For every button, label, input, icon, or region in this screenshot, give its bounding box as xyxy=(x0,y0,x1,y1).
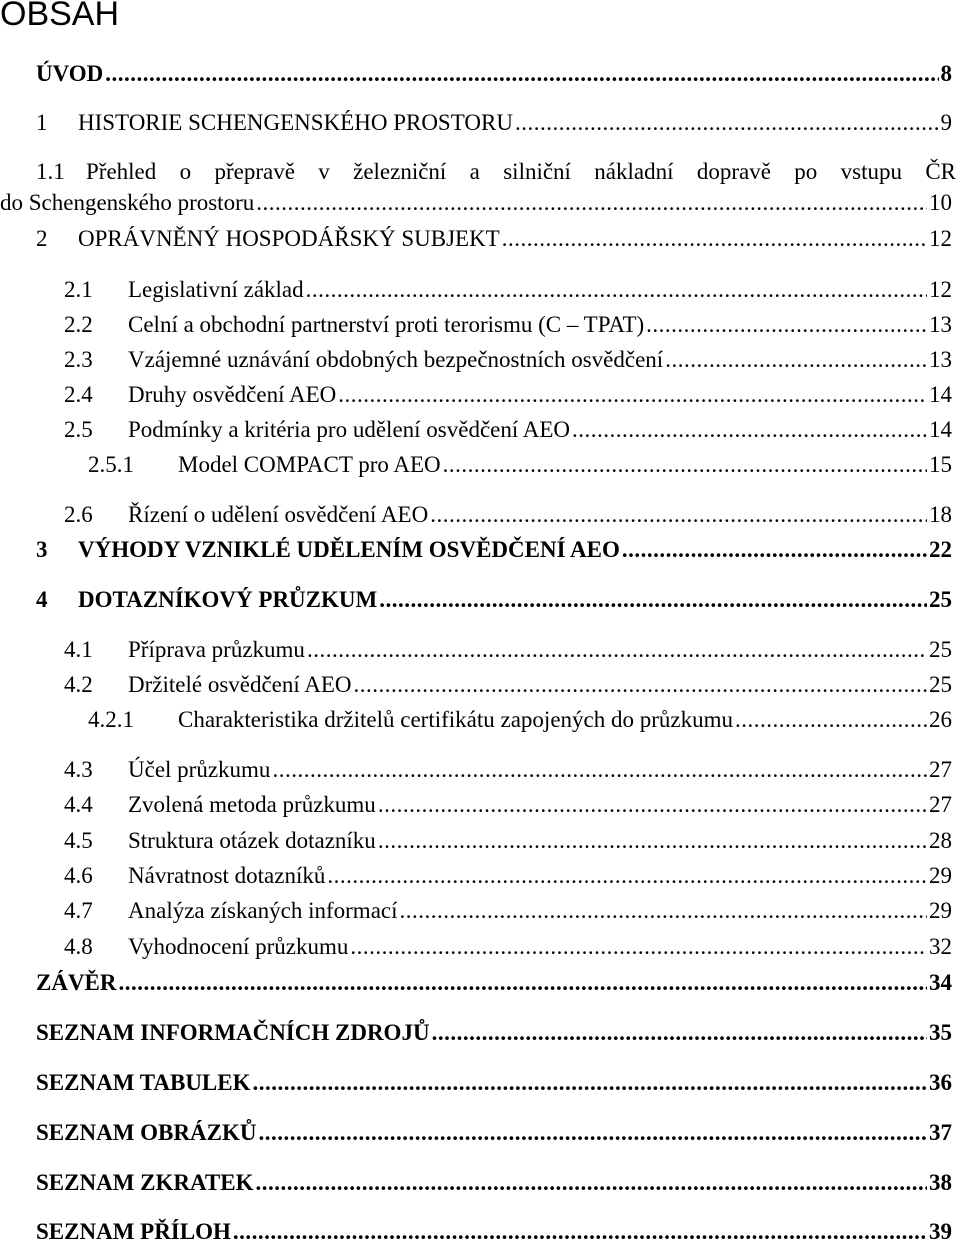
toc-entry-page: 38 xyxy=(929,1170,952,1195)
toc-entry-label: Celní a obchodní partnerství proti terorismu (C – TPAT) xyxy=(128,312,645,337)
toc-entry-number: 4.2 xyxy=(64,672,93,697)
toc-entry-page: 14 xyxy=(929,417,952,442)
toc-entry-label: Přehled o přepravě v železniční a silniční nákladní dopravě po vstupu ČR xyxy=(86,159,956,184)
toc-leader-dots xyxy=(255,1169,927,1197)
toc-entry-4-6[interactable] xyxy=(64,862,952,890)
toc-leader-dots xyxy=(430,501,927,529)
toc-entry-1-1-first-line[interactable] xyxy=(36,158,956,186)
toc-entry-4-5[interactable] xyxy=(64,827,952,855)
toc-leader-dots xyxy=(306,276,927,304)
toc-leader-dots xyxy=(572,416,927,444)
toc-entry-page: 36 xyxy=(929,1070,952,1095)
toc-leader-dots xyxy=(256,189,927,217)
toc-entry-page: 18 xyxy=(929,502,952,527)
toc-entry-uvod[interactable] xyxy=(36,60,952,88)
toc-entry-page: 37 xyxy=(929,1120,952,1145)
toc-entry-number: 1 xyxy=(36,110,48,135)
toc-entry-4-3[interactable] xyxy=(64,756,952,784)
toc-entry-4-4[interactable] xyxy=(64,791,952,819)
toc-entry-number: 4.7 xyxy=(64,898,93,923)
toc-entry-label: SEZNAM INFORMAČNÍCH ZDROJŮ xyxy=(36,1020,430,1045)
toc-entry-number: 1.1 xyxy=(36,159,65,184)
toc-entry-2-3[interactable] xyxy=(64,346,952,374)
toc-entry-number: 4.4 xyxy=(64,792,93,817)
toc-entry-seznam-priloh[interactable] xyxy=(36,1218,952,1246)
toc-entry-page: 8 xyxy=(940,61,952,86)
toc-entry-page: 12 xyxy=(929,226,952,251)
toc-leader-dots xyxy=(119,969,927,997)
toc-entry-label: Legislativní základ xyxy=(128,277,304,302)
toc-entry-number: 2.5.1 xyxy=(88,452,134,477)
toc-entry-2-5[interactable] xyxy=(64,416,952,444)
toc-leader-dots xyxy=(515,109,939,137)
toc-entry-number: 2.1 xyxy=(64,277,93,302)
toc-leader-dots xyxy=(443,451,927,479)
toc-entry-number: 2.3 xyxy=(64,347,93,372)
toc-leader-dots xyxy=(253,1069,927,1097)
toc-leader-dots xyxy=(379,586,927,614)
toc-entry-label: SEZNAM TABULEK xyxy=(36,1070,251,1095)
toc-entry-label: Charakteristika držitelů certifikátu zapojených do průzkumu xyxy=(178,707,733,732)
toc-entry-page: 9 xyxy=(940,110,952,135)
toc-entry-number: 2.6 xyxy=(64,502,93,527)
toc-entry-label: SEZNAM ZKRATEK xyxy=(36,1170,254,1195)
toc-leader-dots xyxy=(378,827,927,855)
toc-leader-dots xyxy=(307,636,927,664)
toc-entry-number: 2.2 xyxy=(64,312,93,337)
toc-entry-number: 4.8 xyxy=(64,934,93,959)
toc-entry-label: Příprava průzkumu xyxy=(128,637,305,662)
toc-entry-number: 4 xyxy=(36,587,48,612)
toc-entry-3[interactable] xyxy=(36,536,952,564)
toc-entry-page: 29 xyxy=(929,898,952,923)
toc-entry-label: Model COMPACT pro AEO xyxy=(178,452,441,477)
toc-leader-dots xyxy=(327,862,927,890)
toc-entry-label: Návratnost dotazníků xyxy=(128,863,326,888)
toc-leader-dots xyxy=(354,671,927,699)
toc-entry-label: Řízení o udělení osvědčení AEO xyxy=(128,502,429,527)
toc-entry-4-1[interactable] xyxy=(64,636,952,664)
toc-leader-dots xyxy=(233,1218,927,1246)
toc-entry-seznam-obrazku[interactable] xyxy=(36,1119,952,1147)
toc-entry-4-7[interactable] xyxy=(64,897,952,925)
toc-entry-label: Vyhodnocení průzkumu xyxy=(128,934,349,959)
toc-entry-number: 4.6 xyxy=(64,863,93,888)
toc-entry-label: SEZNAM PŘÍLOH xyxy=(36,1219,231,1244)
page-title: OBSAH xyxy=(0,0,120,33)
toc-entry-label: Druhy osvědčení AEO xyxy=(128,382,337,407)
toc-entry-label: ZÁVĚR xyxy=(36,970,117,995)
toc-entry-2-4[interactable] xyxy=(64,381,952,409)
toc-leader-dots xyxy=(378,791,927,819)
toc-entry-label: DOTAZNÍKOVÝ PRŮZKUM xyxy=(78,587,378,612)
toc-leader-dots xyxy=(272,756,927,784)
toc-leader-dots xyxy=(400,897,928,925)
toc-leader-dots xyxy=(665,346,927,374)
toc-entry-1[interactable] xyxy=(36,109,952,137)
toc-entry-2[interactable] xyxy=(36,225,952,253)
toc-entry-4-2[interactable] xyxy=(64,671,952,699)
toc-entry-seznam-zdroju[interactable] xyxy=(36,1019,952,1047)
toc-entry-label: Struktura otázek dotazníku xyxy=(128,828,376,853)
toc-entry-label: ÚVOD xyxy=(36,61,104,86)
toc-entry-label: VÝHODY VZNIKLÉ UDĚLENÍM OSVĚDČENÍ AEO xyxy=(78,537,620,562)
toc-entry-page: 15 xyxy=(929,452,952,477)
toc-entry-number: 4.5 xyxy=(64,828,93,853)
toc-entry-page: 14 xyxy=(929,382,952,407)
toc-entry-page: 28 xyxy=(929,828,952,853)
toc-leader-dots xyxy=(105,60,938,88)
toc-entry-zaver[interactable] xyxy=(36,969,952,997)
toc-entry-label: Vzájemné uznávání obdobných bezpečnostních osvědčení xyxy=(128,347,664,372)
toc-entry-page: 13 xyxy=(929,347,952,372)
toc-leader-dots xyxy=(646,311,927,339)
toc-entry-2-1[interactable] xyxy=(64,276,952,304)
toc-leader-dots xyxy=(735,706,927,734)
toc-entry-page: 10 xyxy=(929,190,952,215)
toc-entry-number: 2 xyxy=(36,226,48,251)
toc-entry-label-continued: do Schengenského prostoru xyxy=(0,190,255,215)
toc-leader-dots xyxy=(432,1019,927,1047)
toc-entry-page: 22 xyxy=(929,537,952,562)
toc-leader-dots xyxy=(338,381,927,409)
toc-entry-4-2-1[interactable] xyxy=(88,706,952,734)
toc-leader-dots xyxy=(622,536,927,564)
toc-entry-page: 39 xyxy=(929,1219,952,1244)
toc-entry-number: 4.1 xyxy=(64,637,93,662)
toc-entry-number: 3 xyxy=(36,537,48,562)
toc-entry-page: 25 xyxy=(929,637,952,662)
toc-entry-seznam-zkratek[interactable] xyxy=(36,1169,952,1197)
toc-entry-seznam-tabulek[interactable] xyxy=(36,1069,952,1097)
toc-entry-page: 25 xyxy=(929,672,952,697)
toc-entry-page: 27 xyxy=(929,792,952,817)
toc-entry-page: 12 xyxy=(929,277,952,302)
toc-entry-page: 13 xyxy=(929,312,952,337)
toc-entry-page: 25 xyxy=(929,587,952,612)
toc-entry-2-2[interactable] xyxy=(64,311,952,339)
toc-entry-label: Podmínky a kritéria pro udělení osvědčení AEO xyxy=(128,417,571,442)
toc-entry-label: OPRÁVNĚNÝ HOSPODÁŘSKÝ SUBJEKT xyxy=(78,226,500,251)
toc-entry-number: 4.2.1 xyxy=(88,707,134,732)
toc-entry-2-6[interactable] xyxy=(64,501,952,529)
toc-entry-label: Analýza získaných informací xyxy=(128,898,398,923)
toc-entry-page: 29 xyxy=(929,863,952,888)
toc-entry-number: 2.4 xyxy=(64,382,93,407)
toc-entry-label: SEZNAM OBRÁZKŮ xyxy=(36,1120,257,1145)
toc-leader-dots xyxy=(350,933,927,961)
toc-entry-number: 4.3 xyxy=(64,757,93,782)
toc-entry-4[interactable] xyxy=(36,586,952,614)
toc-entry-number: 2.5 xyxy=(64,417,93,442)
toc-entry-page: 34 xyxy=(929,970,952,995)
toc-entry-page: 32 xyxy=(929,934,952,959)
toc-leader-dots xyxy=(502,225,927,253)
toc-entry-label: Zvolená metoda průzkumu xyxy=(128,792,376,817)
toc-leader-dots xyxy=(258,1119,927,1147)
toc-entry-1-1[interactable] xyxy=(0,189,952,217)
toc-entry-page: 27 xyxy=(929,757,952,782)
toc-entry-page: 26 xyxy=(929,707,952,732)
toc-entry-page: 35 xyxy=(929,1020,952,1045)
toc-entry-2-5-1[interactable] xyxy=(88,451,952,479)
toc-entry-label: HISTORIE SCHENGENSKÉHO PROSTORU xyxy=(78,110,513,135)
toc-entry-4-8[interactable] xyxy=(64,933,952,961)
toc-entry-label: Účel průzkumu xyxy=(128,757,271,782)
toc-entry-label: Držitelé osvědčení AEO xyxy=(128,672,352,697)
